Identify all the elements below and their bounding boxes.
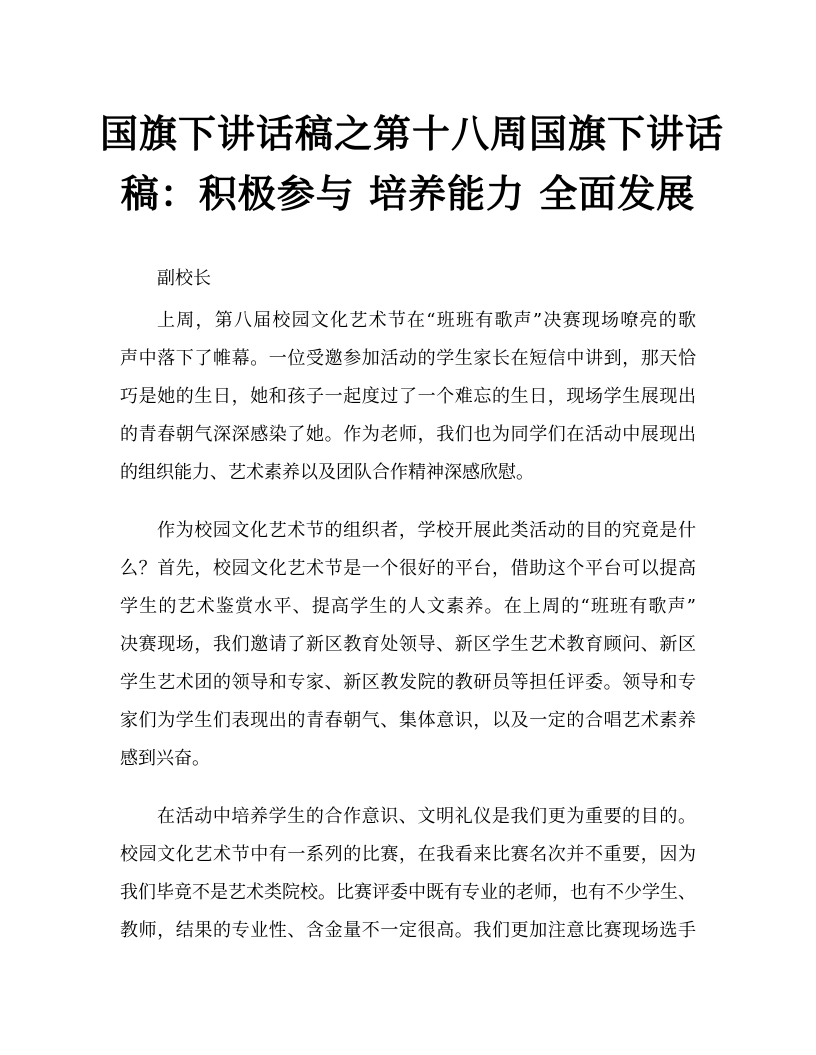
- document-title-line-1: 国旗下讲话稿之第十八周国旗下讲话: [100, 111, 725, 156]
- paragraph-2-line: 家们为学生们表现出的青春朝气、集体意识，以及一定的合唱艺术素养: [120, 710, 696, 731]
- paragraph-1-line: 的组织能力、艺术素养以及团队合作精神深感欣慰。: [120, 462, 534, 483]
- paragraph-2-line: 学生的艺术鉴赏水平、提高学生的人文素养。在上周的“班班有歌声”: [120, 596, 696, 617]
- paragraph-1-line: 的青春朝气深深感染了她。作为老师，我们也为同学们在活动中展现出: [120, 424, 696, 445]
- paragraph-3-line: 在活动中培养学生的合作意识、文明礼仪是我们更为重要的目的。: [157, 806, 696, 827]
- paragraph-1-line: 上周，第八届校园文化艺术节在“班班有歌声”决赛现场嘹亮的歌: [157, 310, 696, 331]
- byline: 副校长: [157, 268, 211, 289]
- paragraph-3-line: 我们毕竟不是艺术类院校。比赛评委中既有专业的老师，也有不少学生、: [120, 882, 696, 903]
- document-title-line-2: 稿：积极参与 培养能力 全面发展: [120, 171, 696, 216]
- paragraph-2-line: 感到兴奋。: [120, 748, 210, 769]
- paragraph-2-line: 么？首先，校园文化艺术节是一个很好的平台，借助这个平台可以提高: [120, 558, 696, 579]
- paragraph-3-line: 教师，结果的专业性、含金量不一定很高。我们更加注意比赛现场选手: [120, 920, 696, 941]
- paragraph-2-line: 决赛现场，我们邀请了新区教育处领导、新区学生艺术教育顾问、新区: [120, 634, 696, 655]
- paragraph-1-line: 声中落下了帷幕。一位受邀参加活动的学生家长在短信中讲到，那天恰: [120, 348, 696, 369]
- paragraph-3-line: 校园文化艺术节中有一系列的比赛，在我看来比赛名次并不重要，因为: [120, 844, 696, 865]
- paragraph-1-line: 巧是她的生日，她和孩子一起度过了一个难忘的生日，现场学生展现出: [120, 386, 696, 407]
- paragraph-2-line: 作为校园文化艺术节的组织者，学校开展此类活动的目的究竟是什: [157, 520, 696, 541]
- paragraph-2-line: 学生艺术团的领导和专家、新区教发院的教研员等担任评委。领导和专: [120, 672, 696, 693]
